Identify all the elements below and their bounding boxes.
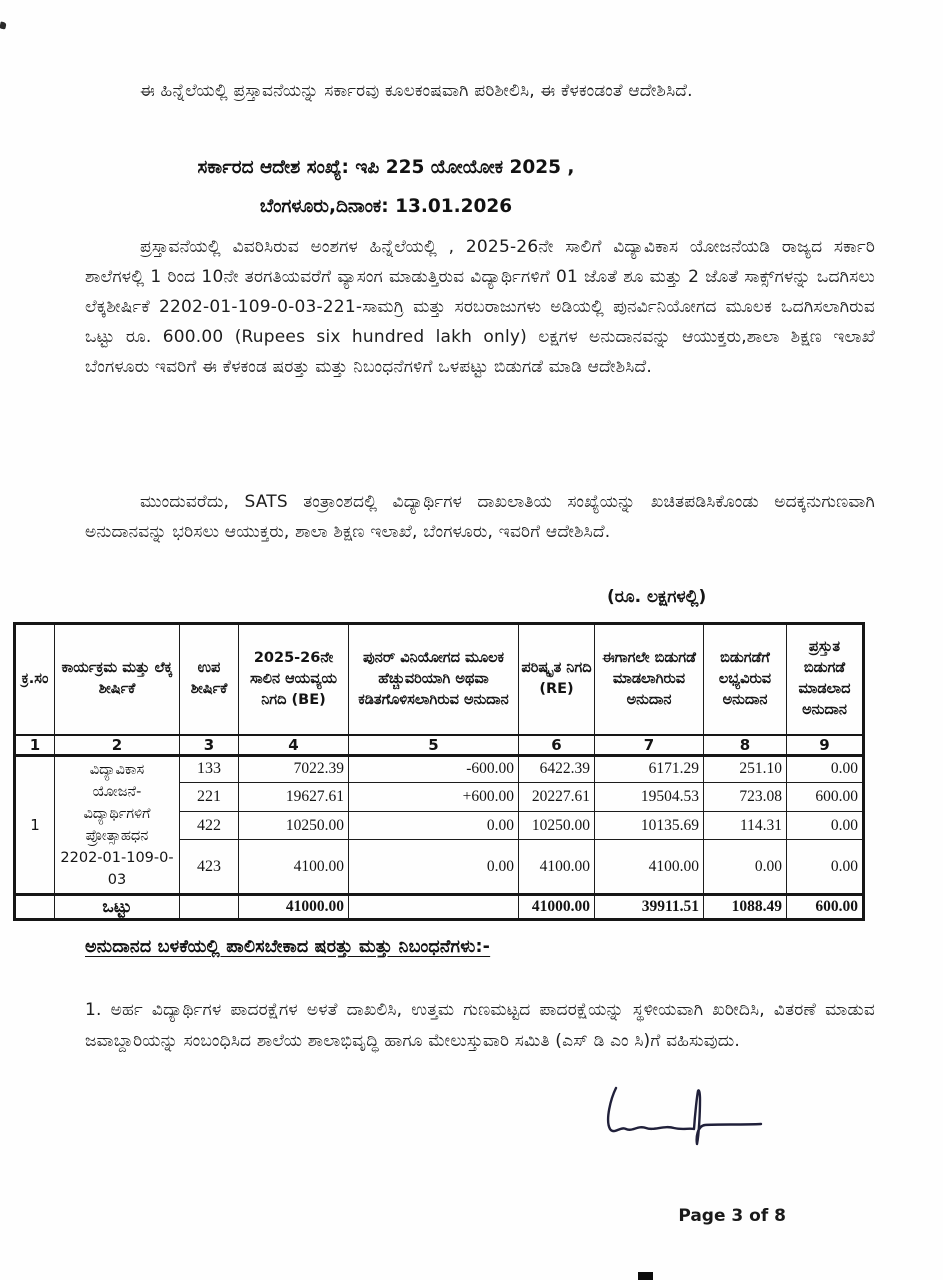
total-empty-slno	[15, 895, 55, 920]
re-cell: 4100.00	[519, 840, 595, 895]
intro-paragraph: ಈ ಹಿನ್ನೆಲೆಯಲ್ಲಿ ಪ್ರಸ್ತಾವನೆಯನ್ನು ಸರ್ಕಾರವು ಕೂಲಕಂಷವಾಗಿ ಪರಿಶೀಲಿಸಿ, ಈ ಕೆಳಕಂಡಂತೆ ಆದೇಶಿಸಿದೆ.	[140, 81, 693, 101]
conditions-heading: ಅನುದಾನದ ಬಳಕೆಯಲ್ಲಿ ಪಾಲಿಸಬೇಕಾದ ಷರತ್ತು ಮತ್ತು ನಿಬಂಧನೆಗಳು:-	[85, 937, 491, 957]
total-available: 1088.49	[704, 895, 787, 920]
total-subhead-empty	[180, 895, 239, 920]
program-line: 2202-01-109-0-03	[60, 850, 174, 888]
current-release-cell: 600.00	[787, 782, 864, 811]
subhead-cell: 133	[180, 756, 239, 783]
released-cell: 19504.53	[595, 782, 704, 811]
available-cell: 0.00	[704, 840, 787, 895]
subhead-cell: 221	[180, 782, 239, 811]
scan-mark	[638, 1272, 653, 1280]
grants-table	[13, 622, 865, 921]
header-reappropriation: ಪುನರ್ ವಿನಿಯೋಗದ ಮೂಲಕ ಹೆಚ್ಚುವರಿಯಾಗಿ ಅಥವಾ ಕಡಿತಗೊಳಿಸಲಾಗಿರುವ ಅನುದಾನ	[349, 624, 519, 735]
released-cell: 4100.00	[595, 840, 704, 895]
total-be: 41000.00	[239, 895, 349, 920]
program-line: ಯೋಜನೆ-	[92, 784, 142, 800]
order-heading	[26, 148, 746, 226]
total-re: 41000.00	[519, 895, 595, 920]
scan-speck	[0, 21, 7, 29]
reappropriation-cell: +600.00	[349, 782, 519, 811]
header-slno: ಕ್ರ.ಸಂ	[15, 624, 55, 735]
header-current-release: ಪ್ರಸ್ತುತ ಬಿಡುಗಡೆ ಮಾಡಲಾದ ಅನುದಾನ	[787, 624, 864, 735]
header-program: ಕಾರ್ಯಕ್ರಮ ಮತ್ತು ಲೆಕ್ಕ ಶೀರ್ಷಿಕೆ	[55, 624, 180, 735]
total-reappropriation-empty	[349, 895, 519, 920]
reappropriation-cell: 0.00	[349, 812, 519, 840]
body-paragraph-sats: ಮುಂದುವರೆದು, SATS ತಂತ್ರಾಂಶದಲ್ಲಿ ವಿದ್ಯಾರ್ಥಿಗಳ ದಾಖಲಾತಿಯ ಸಂಖ್ಯೆಯನ್ನು ಖಚಿತಪಡಿಸಿಕೊಂಡು ಅದಕ್ಕನುಗುಣವಾಗಿ ಅನುದಾನವನ್ನು ಭರಿಸಲು ಆಯುಕ್ತರು, ಶಾಲಾ ಶಿಕ್ಷಣ ಇಲಾಖೆ, ಬೆಂಗಳೂರು, ಇವರಿಗೆ ಆದೇಶಿಸಿದೆ.	[85, 492, 875, 542]
colnum-9: 9	[787, 735, 864, 756]
be-cell: 10250.00	[239, 812, 349, 840]
current-release-cell: 0.00	[787, 756, 864, 783]
be-cell: 4100.00	[239, 840, 349, 895]
program-line: ವಿದ್ಯಾರ್ಥಿಗಳಿಗೆ	[83, 806, 151, 822]
reappropriation-cell: 0.00	[349, 840, 519, 895]
colnum-1: 1	[15, 735, 55, 756]
serial-no-cell: 1	[15, 756, 55, 895]
colnum-4: 4	[239, 735, 349, 756]
program-line: ವಿದ್ಯಾವಿಕಾಸ	[89, 762, 145, 778]
colnum-3: 3	[180, 735, 239, 756]
header-already-released: ಈಗಾಗಲೇ ಬಿಡುಗಡೆ ಮಾಡಲಾಗಿರುವ ಅನುದಾನ	[595, 624, 704, 735]
program-line: ಪ್ರೋತ್ಸಾಹಧನ	[85, 828, 149, 844]
released-cell: 10135.69	[595, 812, 704, 840]
total-released: 39911.51	[595, 895, 704, 920]
be-cell: 7022.39	[239, 756, 349, 783]
total-label: ಒಟ್ಟು	[55, 895, 180, 920]
available-cell: 251.10	[704, 756, 787, 783]
colnum-5: 5	[349, 735, 519, 756]
available-cell: 723.08	[704, 782, 787, 811]
header-be: 2025-26ನೇ ಸಾಲಿನ ಆಯವ್ಯಯ ನಿಗದಿ (BE)	[239, 624, 349, 735]
colnum-8: 8	[704, 735, 787, 756]
current-release-cell: 0.00	[787, 840, 864, 895]
program-cell	[55, 756, 180, 895]
order-number-line: ಸರ್ಕಾರದ ಆದೇಶ ಸಂಖ್ಯೆ: ಇಪಿ 225 ಯೋಯೋಕ 2025 ,	[197, 157, 575, 178]
available-cell: 114.31	[704, 812, 787, 840]
be-cell: 19627.61	[239, 782, 349, 811]
order-date-line: ಬೆಂಗಳೂರು,ದಿನಾಂಕ: 13.01.2026	[259, 196, 513, 217]
total-row	[15, 895, 864, 920]
re-cell: 6422.39	[519, 756, 595, 783]
header-subhead: ಉಪ ಶೀರ್ಷಿಕೆ	[180, 624, 239, 735]
body-paragraph-grant: ಪ್ರಸ್ತಾವನೆಯಲ್ಲಿ ವಿವರಿಸಿರುವ ಅಂಶಗಳ ಹಿನ್ನೆಲೆಯಲ್ಲಿ , 2025-26ನೇ ಸಾಲಿಗೆ ವಿದ್ಯಾವಿಕಾಸ ಯೋಜನೆಯಡಿ ರಾಜ್ಯದ ಸರ್ಕಾರಿ ಶಾಲೆಗಳಲ್ಲಿ 1 ರಿಂದ 10ನೇ ತರಗತಿಯವರೆಗೆ ವ್ಯಾಸಂಗ ಮಾಡುತ್ತಿರುವ ವಿದ್ಯಾರ್ಥಿಗಳಿಗೆ 01 ಜೊತೆ ಶೂ ಮತ್ತು 2 ಜೊತೆ ಸಾಕ್ಸ್‌ಗಳನ್ನು ಒದಗಿಸಲು ಲೆಕ್ಕಶೀರ್ಷಿಕೆ 2202-01-109-0-03-221-ಸಾಮಗ್ರಿ ಮತ್ತು ಸರಬರಾಜುಗಳು ಅಡಿಯಲ್ಲಿ ಪುನರ್ವಿನಿಯೋಗದ ಮೂಲಕ ಒದಗಿಸಲಾಗಿರುವ ಒಟ್ಟು ರೂ. 600.00 (Rupees six hundred lakh only) ಲಕ್ಷಗಳ ಅನುದಾನವನ್ನು ಆಯುಕ್ತರು,ಶಾಲಾ ಶಿಕ್ಷಣ ಇಲಾಖೆ ಬೆಂಗಳೂರು ಇವರಿಗೆ ಈ ಕೆಳಕಂಡ ಷರತ್ತು ಮತ್ತು ನಿಬಂಧನೆಗಳಿಗೆ ಒಳಪಟ್ಟು ಬಿಡುಗಡೆ ಮಾಡಿ ಆದೇಶಿಸಿದೆ.	[85, 237, 875, 377]
condition-1-paragraph: 1. ಅರ್ಹ ವಿದ್ಯಾರ್ಥಿಗಳ ಪಾದರಕ್ಷೆಗಳ ಅಳತೆ ದಾಖಲಿಸಿ, ಉತ್ತಮ ಗುಣಮಟ್ಟದ ಪಾದರಕ್ಷೆಯನ್ನು ಸ್ಥಳೀಯವಾಗಿ ಖರೀದಿಸಿ, ವಿತರಣೆ ಮಾಡುವ ಜವಾಬ್ದಾರಿಯನ್ನು ಸಂಬಂಧಿಸಿದ ಶಾಲೆಯ ಶಾಲಾಭಿವೃದ್ಧಿ ಹಾಗೂ ಮೇಲುಸ್ತುವಾರಿ ಸಮಿತಿ (ಎಸ್ ಡಿ ಎಂ ಸಿ)ಗೆ ವಹಿಸುವುದು.	[85, 1000, 875, 1051]
column-number-row	[15, 735, 864, 756]
signature-scribble	[595, 1078, 770, 1156]
table-header-row	[15, 624, 864, 735]
current-release-cell: 0.00	[787, 812, 864, 840]
re-cell: 10250.00	[519, 812, 595, 840]
subhead-cell: 422	[180, 812, 239, 840]
colnum-7: 7	[595, 735, 704, 756]
header-re: ಪರಿಷ್ಕೃತ ನಿಗದಿ (RE)	[519, 624, 595, 735]
units-in-lakhs-note: (ರೂ. ಲಕ್ಷಗಳಲ್ಲಿ)	[607, 587, 707, 607]
colnum-2: 2	[55, 735, 180, 756]
released-cell: 6171.29	[595, 756, 704, 783]
colnum-6: 6	[519, 735, 595, 756]
subhead-cell: 423	[180, 840, 239, 895]
total-current-release: 600.00	[787, 895, 864, 920]
reappropriation-cell: -600.00	[349, 756, 519, 783]
table-row	[15, 756, 864, 783]
re-cell: 20227.61	[519, 782, 595, 811]
page-number: Page 3 of 8	[678, 1206, 786, 1226]
header-available: ಬಿಡುಗಡೆಗೆ ಲಭ್ಯವಿರುವ ಅನುದಾನ	[704, 624, 787, 735]
